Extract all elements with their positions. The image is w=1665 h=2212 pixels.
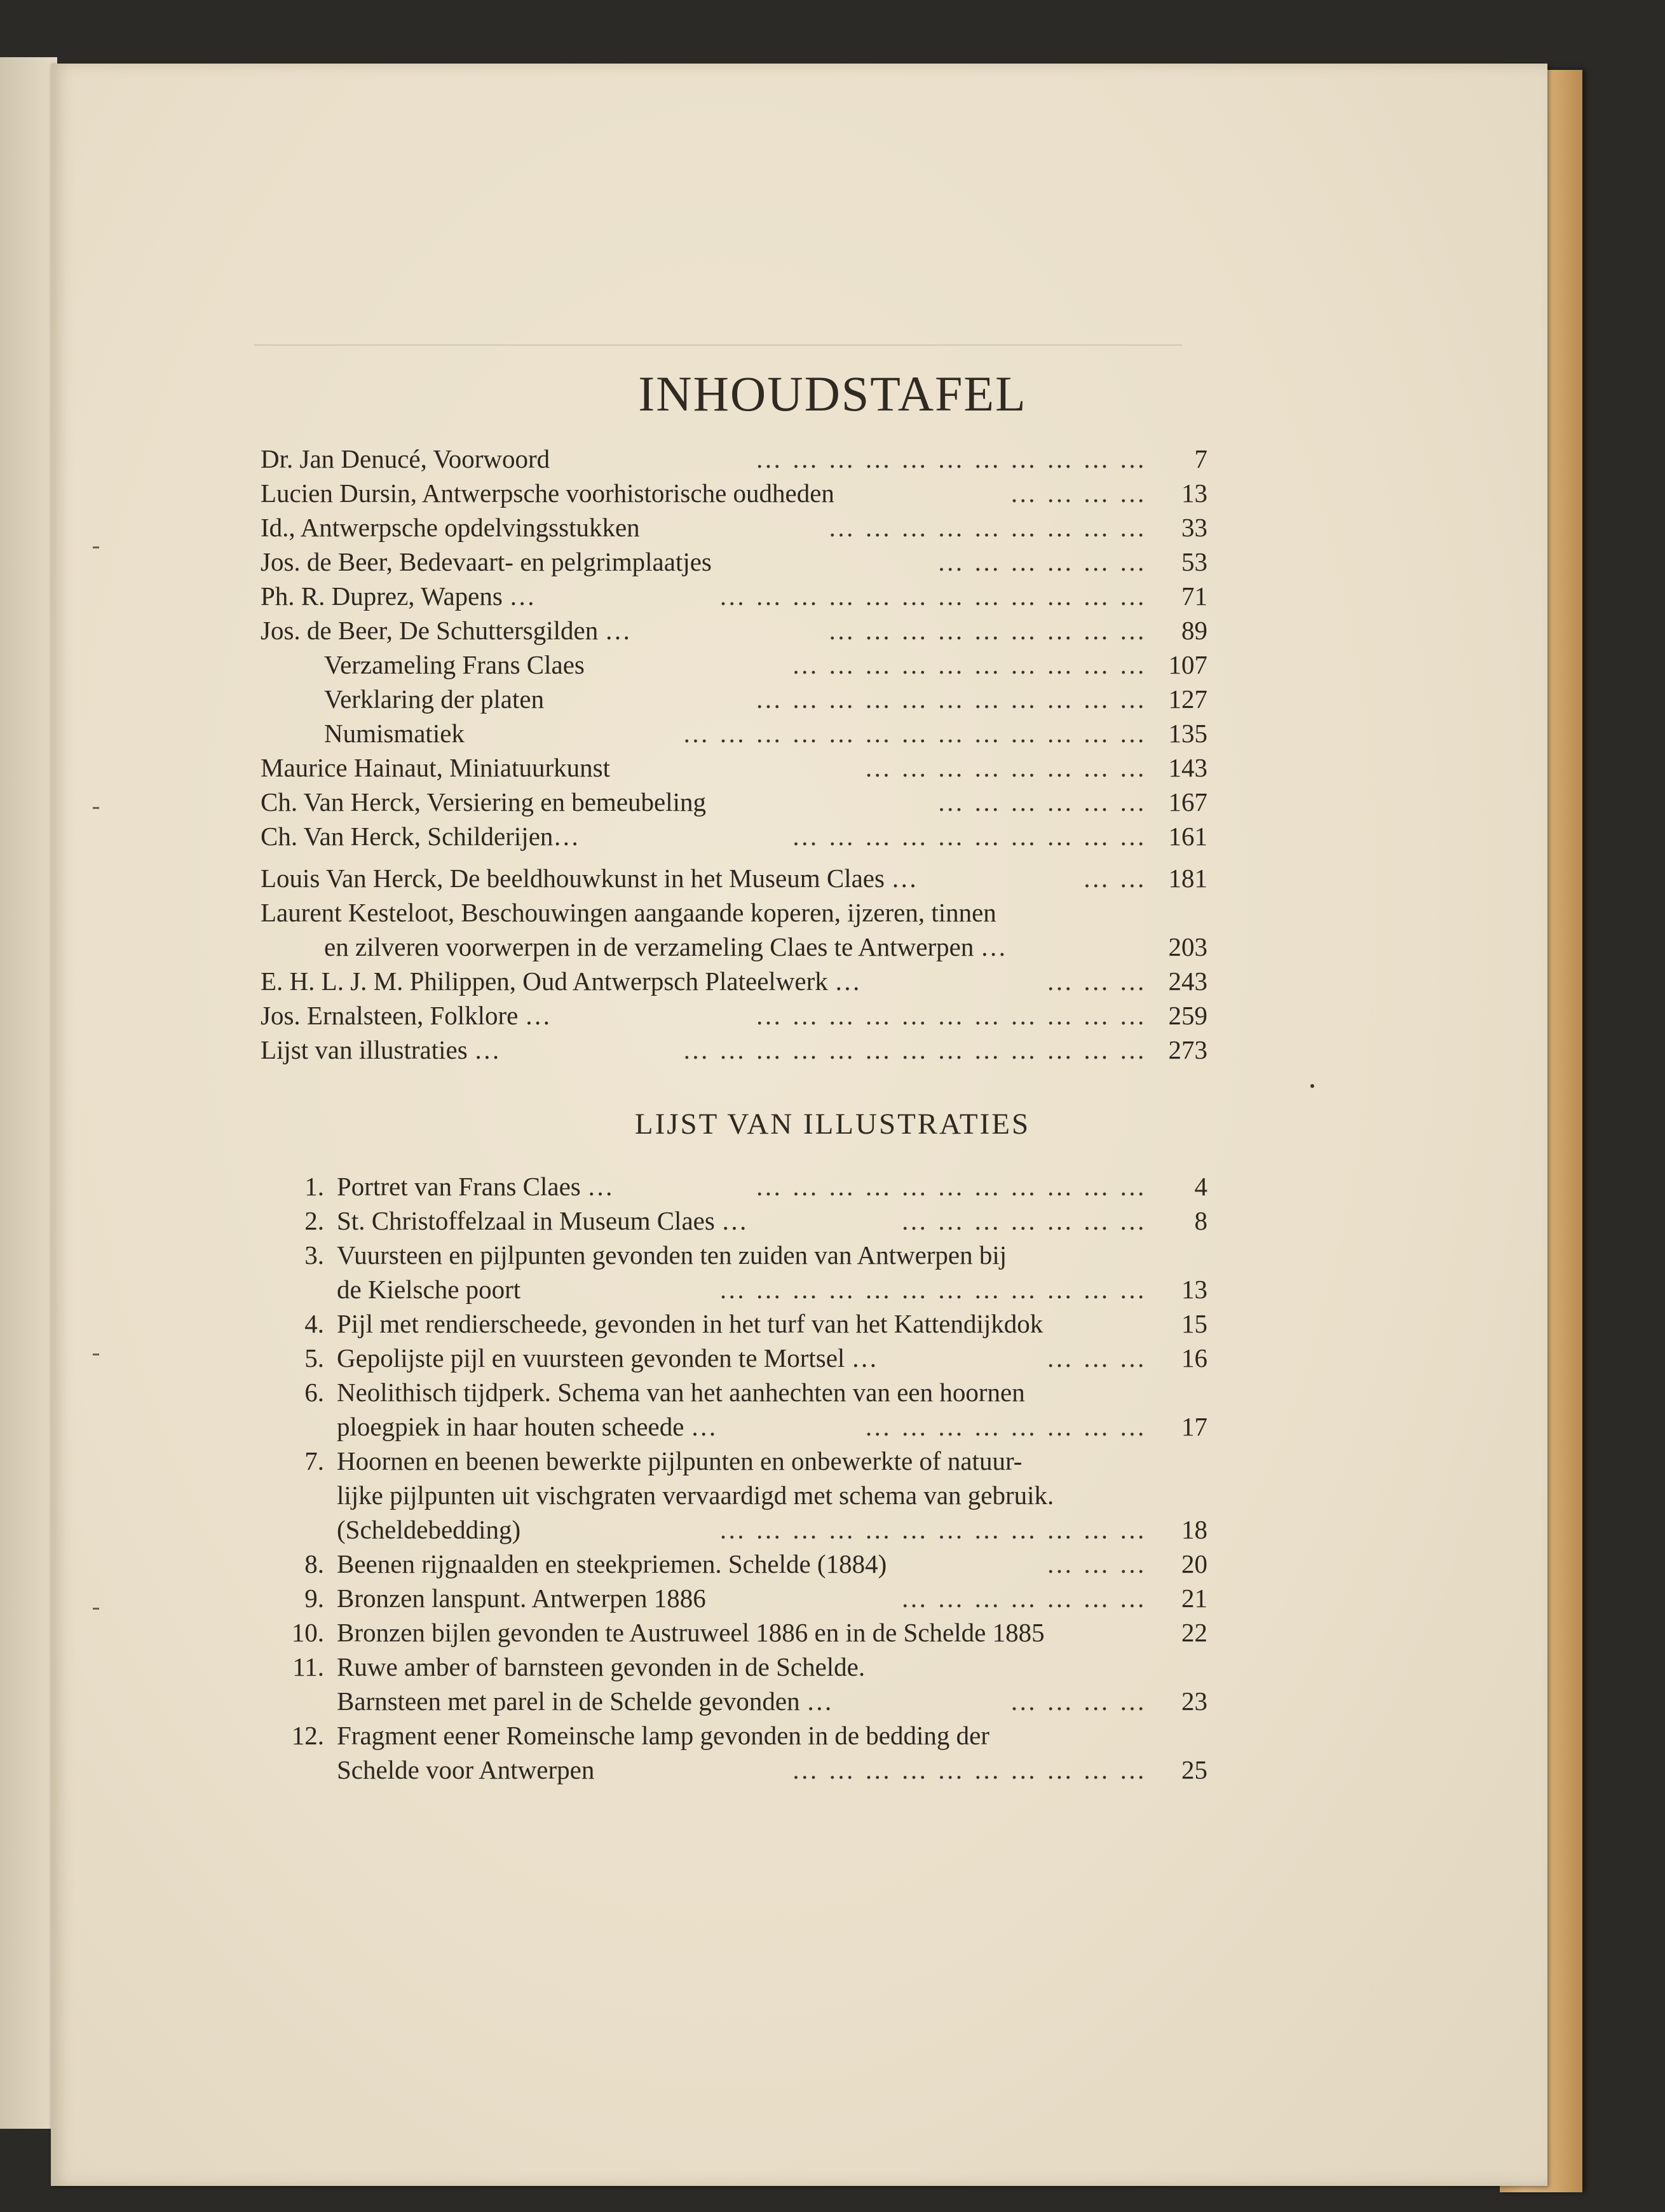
leader-dots: … … … … … … … … … … … … … xyxy=(683,1035,1147,1064)
binding-stitch xyxy=(93,1608,99,1610)
illustration-number: 7. xyxy=(304,1446,324,1476)
leader-dots: … … … … … … … … … … … xyxy=(755,1172,1147,1201)
leader-dots: … … … … … … … … … … xyxy=(791,822,1147,851)
illustration-caption: (Scheldebedding) xyxy=(337,1515,521,1544)
illustration-entry xyxy=(280,1615,1207,1650)
toc-entry-title: E. H. L. J. M. Philippen, Oud Antwerpsch Plateelwerk … xyxy=(261,967,861,996)
leader-dots: … … xyxy=(1082,864,1147,893)
illustration-entry xyxy=(280,1478,1207,1512)
table-of-contents xyxy=(261,442,1207,1067)
leader-dots: … … … … … … xyxy=(937,547,1147,576)
toc-entry-title: Ph. R. Duprez, Wapens … xyxy=(261,581,536,611)
toc-entry xyxy=(261,545,1207,579)
toc-entry-title: Ch. Van Herck, Versiering en bemeubeling xyxy=(261,787,707,817)
leader-dots: … … … … … … … … xyxy=(864,753,1147,782)
leader-dots: … … … … … … … … … … … xyxy=(755,1001,1147,1030)
toc-entry-page: 203 xyxy=(1168,932,1207,961)
illustration-entry xyxy=(280,1753,1207,1787)
toc-entry-title: Id., Antwerpsche opdelvingsstukken xyxy=(261,513,640,542)
toc-entry xyxy=(261,648,1207,682)
illustration-caption: Pijl met rendierscheede, gevonden in het turf van het Kattendijkdok xyxy=(337,1309,1043,1338)
toc-entry-title: Ch. Van Herck, Schilderijen… xyxy=(261,822,580,851)
leader-dots: … … … … … … … … … … … … … xyxy=(683,719,1147,748)
leader-dots: … … … … … … … … … … … … xyxy=(719,1275,1147,1304)
illustration-page: 22 xyxy=(1181,1618,1207,1647)
illustration-caption: Neolithisch tijdperk. Schema van het aanhechten van een hoornen xyxy=(337,1378,1025,1407)
illustration-number: 6. xyxy=(304,1378,324,1407)
toc-entry-page: 259 xyxy=(1168,1001,1207,1030)
illustration-page: 8 xyxy=(1194,1206,1207,1235)
illustration-caption: Gepolijste pijl en vuursteen gevonden te Mortsel … xyxy=(337,1343,878,1373)
toc-entry-page: 53 xyxy=(1181,547,1207,576)
toc-entry-page: 33 xyxy=(1181,513,1207,542)
illustration-caption: Barnsteen met parel in de Schelde gevonden … xyxy=(337,1686,832,1716)
toc-entry-title: en zilveren voorwerpen in de verzameling Claes te Antwerpen … xyxy=(324,932,1007,961)
toc-entry xyxy=(261,476,1207,510)
paper-speck xyxy=(1310,1084,1314,1088)
toc-entry xyxy=(261,716,1207,750)
binding-stitch xyxy=(93,807,99,809)
illustration-number: 5. xyxy=(304,1343,324,1373)
toc-entry-title: Jos. Ernalsteen, Folklore … xyxy=(261,1001,551,1030)
toc-entry-title: Dr. Jan Denucé, Voorwoord xyxy=(261,444,550,473)
leader-dots: … … … xyxy=(1046,967,1147,996)
leader-dots: … … … … xyxy=(1010,1686,1147,1716)
leader-dots: … … … … … … … … xyxy=(864,1412,1147,1441)
faint-rule xyxy=(254,344,1182,346)
toc-entry xyxy=(261,682,1207,716)
illustrations-list xyxy=(280,1169,1207,1787)
illustration-number: 11. xyxy=(292,1652,324,1681)
illustration-caption: St. Christoffelzaal in Museum Claes … xyxy=(337,1206,748,1235)
leader-dots: … … … … … … … … … … … xyxy=(755,684,1147,714)
leader-dots: … … … … … … … … … … xyxy=(791,650,1147,679)
illustration-entry xyxy=(280,1444,1207,1478)
leader-dots: … … … … … … xyxy=(937,787,1147,817)
illustration-caption: Hoornen en beenen bewerkte pijlpunten en onbewerkte of natuur- xyxy=(337,1446,1023,1476)
toc-entry-page: 167 xyxy=(1168,787,1207,817)
toc-entry xyxy=(261,785,1207,819)
illustration-caption: Vuursteen en pijlpunten gevonden ten zuiden van Antwerpen bij xyxy=(337,1240,1007,1270)
illustration-caption: Beenen rijgnaalden en steekpriemen. Schelde (1884) xyxy=(337,1549,887,1578)
illustration-page: 21 xyxy=(1181,1584,1207,1613)
toc-entry-page: 243 xyxy=(1168,967,1207,996)
illustration-number: 8. xyxy=(304,1549,324,1578)
toc-entry-page: 161 xyxy=(1168,822,1207,851)
leader-dots: … … … … … … … … … … … … xyxy=(719,581,1147,611)
toc-entry-page: 89 xyxy=(1181,616,1207,645)
illustration-caption: Portret van Frans Claes … xyxy=(337,1172,613,1201)
illustration-caption: lijke pijlpunten uit vischgraten vervaardigd met schema van gebruik. xyxy=(337,1481,1054,1510)
toc-entry-title: Jos. de Beer, Bedevaart- en pelgrimplaatjes xyxy=(261,547,712,576)
toc-entry xyxy=(261,442,1207,476)
toc-entry-title: Louis Van Herck, De beeldhouwkunst in het Museum Claes … xyxy=(261,864,918,893)
illustration-caption: Ruwe amber of barnsteen gevonden in de Schelde. xyxy=(337,1652,866,1681)
illustration-page: 13 xyxy=(1181,1275,1207,1304)
illustration-page: 18 xyxy=(1181,1515,1207,1544)
toc-entry-title: Numismatiek xyxy=(324,719,465,748)
leader-dots: … … … xyxy=(1046,1549,1147,1578)
toc-entry-title: Verklaring der platen xyxy=(324,684,545,714)
leader-dots: … … … … xyxy=(1010,478,1147,508)
illustration-page: 25 xyxy=(1181,1755,1207,1784)
illustration-entry xyxy=(280,1718,1207,1753)
toc-entry xyxy=(261,930,1207,964)
illustration-entry xyxy=(280,1204,1207,1238)
illustration-caption: Bronzen bijlen gevonden te Austruweel 1886 en in de Schelde 1885 xyxy=(337,1618,1045,1647)
toc-entry-title: Jos. de Beer, De Schuttersgilden … xyxy=(261,616,631,645)
toc-entry-page: 7 xyxy=(1194,444,1207,473)
leader-dots: … … … … … … … xyxy=(900,1584,1147,1613)
illustration-entry xyxy=(280,1581,1207,1615)
toc-entry xyxy=(261,964,1207,998)
toc-entry xyxy=(261,613,1207,648)
toc-entry-title: Maurice Hainaut, Miniatuurkunst xyxy=(261,753,610,782)
leader-dots: … … … … … … … … … xyxy=(828,616,1147,645)
illustration-page: 16 xyxy=(1181,1343,1207,1373)
illustration-number: 10. xyxy=(291,1618,324,1647)
toc-entry-page: 127 xyxy=(1168,684,1207,714)
toc-entry-page: 107 xyxy=(1168,650,1207,679)
toc-entry-page: 13 xyxy=(1181,478,1207,508)
leader-dots: … … … xyxy=(1046,1343,1147,1373)
page-title: INHOUDSTAFEL xyxy=(638,366,1027,421)
toc-entry-title: Lijst van illustraties … xyxy=(261,1035,500,1064)
toc-entry-title: Lucien Dursin, Antwerpsche voorhistorische oudheden xyxy=(261,478,834,508)
toc-entry-page: 143 xyxy=(1168,753,1207,782)
toc-entry xyxy=(261,1033,1207,1067)
illustration-number: 1. xyxy=(304,1172,324,1201)
leader-dots: … … … … … … … … … … … xyxy=(755,444,1147,473)
toc-entry xyxy=(261,750,1207,785)
toc-entry xyxy=(261,579,1207,613)
illustration-page: 15 xyxy=(1181,1309,1207,1338)
toc-entry-page: 181 xyxy=(1168,864,1207,893)
leader-dots: … … … … … … … … … … xyxy=(791,1755,1147,1784)
toc-entry-title: Verzameling Frans Claes xyxy=(324,650,585,679)
illustration-caption: Fragment eener Romeinsche lamp gevonden in de bedding der xyxy=(337,1721,989,1750)
illustration-caption: ploegpiek in haar houten scheede … xyxy=(337,1412,717,1441)
toc-entry-page: 135 xyxy=(1168,719,1207,748)
illustrations-title: LIJST VAN ILLUSTRATIES xyxy=(634,1108,1031,1141)
toc-entry-page: 71 xyxy=(1181,581,1207,611)
leader-dots: … … … … … … … … … … … … xyxy=(719,1515,1147,1544)
illustration-entry xyxy=(280,1547,1207,1581)
toc-entry-title: Laurent Kesteloot, Beschouwingen aangaande koperen, ijzeren, tinnen xyxy=(261,898,996,927)
illustration-entry xyxy=(280,1409,1207,1444)
leader-dots: … … … … … … … … … xyxy=(828,513,1147,542)
illustration-entry xyxy=(280,1341,1207,1375)
illustration-number: 4. xyxy=(304,1309,324,1338)
toc-entry-page: 273 xyxy=(1168,1035,1207,1064)
toc-entry xyxy=(261,510,1207,545)
leader-dots: … … … … … … … xyxy=(900,1206,1147,1235)
illustration-entry xyxy=(280,1650,1207,1684)
binding-stitch xyxy=(93,1354,99,1355)
illustration-caption: de Kielsche poort xyxy=(337,1275,521,1304)
illustration-page: 23 xyxy=(1181,1686,1207,1716)
illustration-page: 17 xyxy=(1181,1412,1207,1441)
illustration-number: 2. xyxy=(304,1206,324,1235)
illustration-entry xyxy=(280,1169,1207,1204)
toc-entry xyxy=(261,998,1207,1033)
illustration-entry xyxy=(280,1306,1207,1341)
illustration-page: 4 xyxy=(1194,1172,1207,1201)
illustration-entry xyxy=(280,1512,1207,1547)
binding-stitch xyxy=(93,546,99,548)
toc-entry xyxy=(261,861,1207,895)
toc-entry xyxy=(261,819,1207,853)
toc-entry xyxy=(261,895,1207,930)
illustration-number: 9. xyxy=(304,1584,324,1613)
illustration-number: 12. xyxy=(291,1721,324,1750)
illustration-entry xyxy=(280,1684,1207,1718)
illustration-entry xyxy=(280,1238,1207,1272)
illustration-entry xyxy=(280,1375,1207,1409)
illustration-page: 20 xyxy=(1181,1549,1207,1578)
illustration-caption: Bronzen lanspunt. Antwerpen 1886 xyxy=(337,1584,706,1613)
illustration-number: 3. xyxy=(304,1240,324,1270)
illustration-entry xyxy=(280,1272,1207,1306)
row-gap xyxy=(261,853,1207,861)
illustration-caption: Schelde voor Antwerpen xyxy=(337,1755,595,1784)
